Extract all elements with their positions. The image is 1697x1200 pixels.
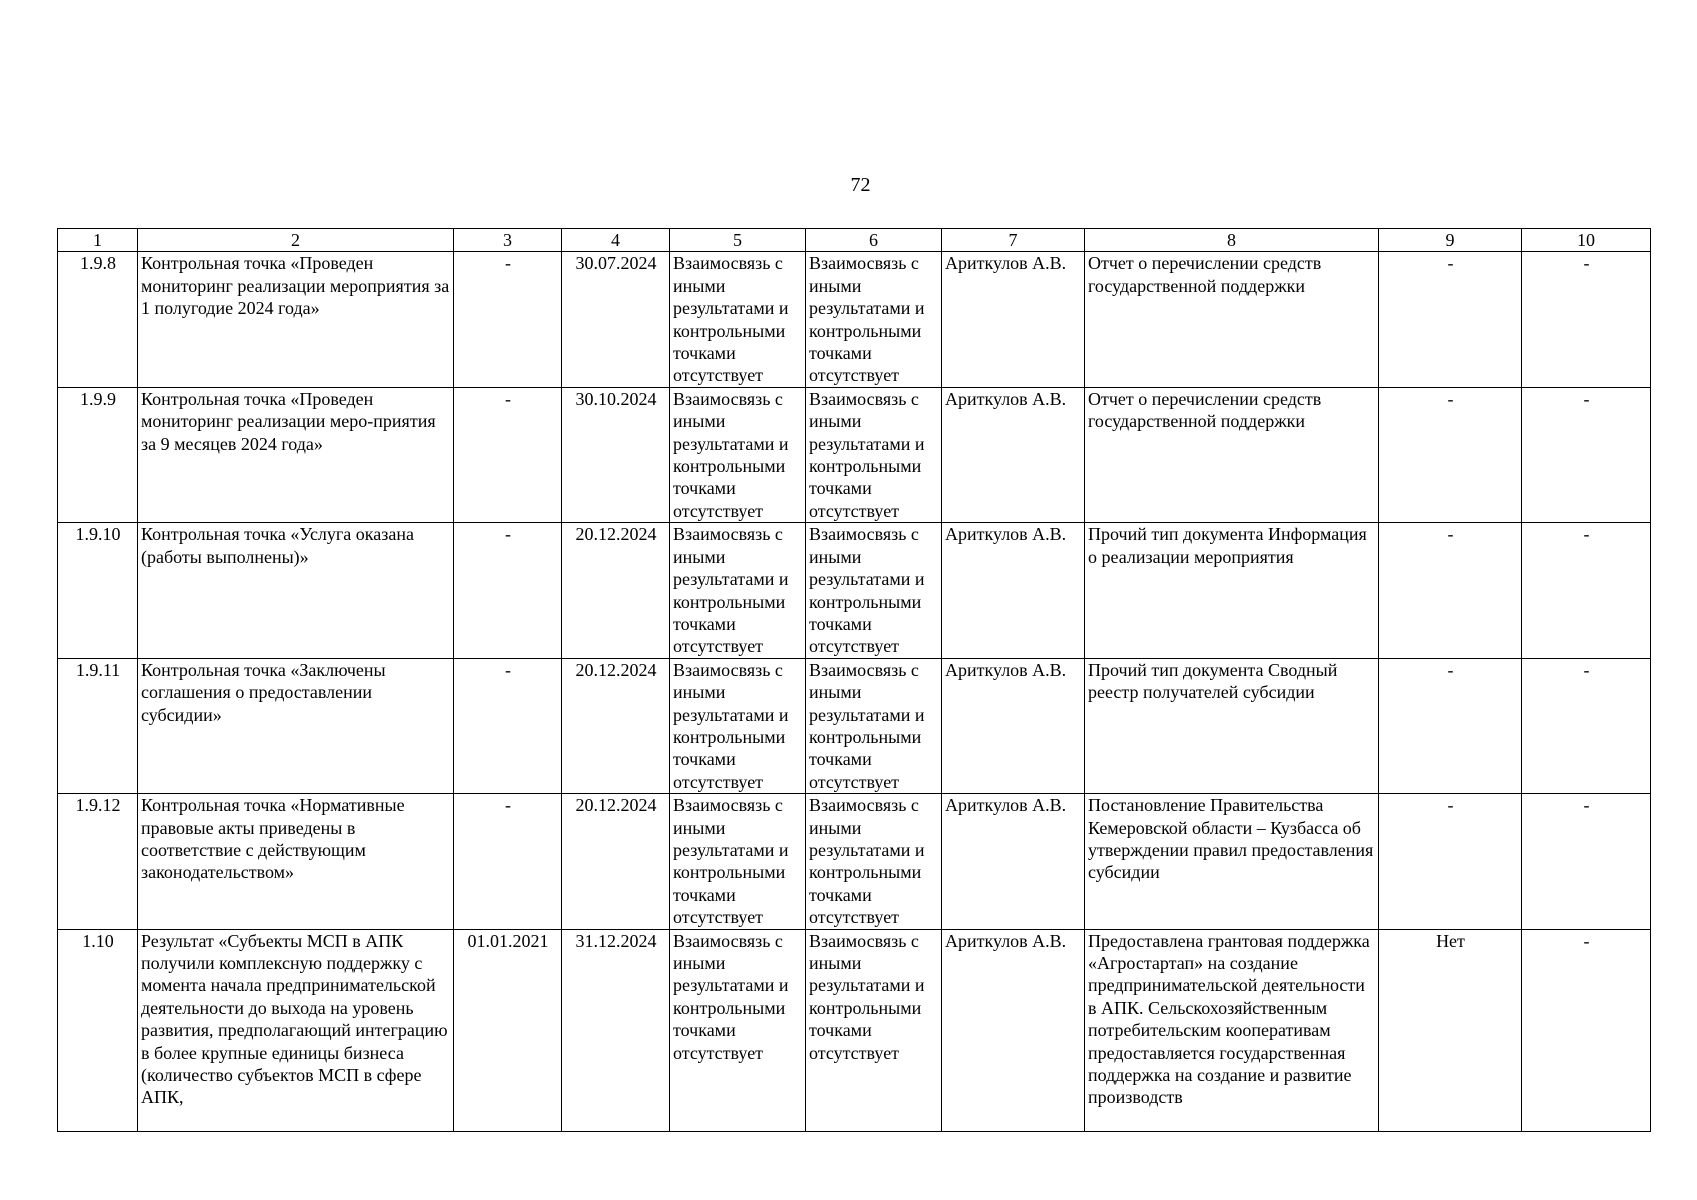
cell-link-points: Взаимосвязь с иными результатами и контрольными точками отсутствует — [806, 523, 942, 658]
cell-name: Результат «Субъекты МСП в АПК получили комплексную поддержку с момента начала предпринимательской деятельности до выхода на уровень развития, предполагающий интеграцию в более крупные единицы бизнеса (количество субъектов МСП в сфере АПК, — [138, 929, 454, 1131]
cell-document: Предоставлена грантовая поддержка «Агростартап» на создание предпринимательской деятельности в АПК. Сельскохозяйственным потребительским кооперативам предоставляется государственная поддержка на создание и развитие производств — [1085, 929, 1379, 1131]
column-header: 5 — [670, 229, 806, 252]
cell-number: 1.10 — [58, 929, 138, 1131]
column-header: 7 — [942, 229, 1085, 252]
cell-link-results: Взаимосвязь с иными результатами и контрольными точками отсутствует — [670, 929, 806, 1131]
cell-start-date: 01.01.2021 — [454, 929, 562, 1131]
header-row — [58, 229, 1651, 252]
column-header: 6 — [806, 229, 942, 252]
cell-col9: Нет — [1379, 929, 1522, 1131]
cell-col9: - — [1379, 387, 1522, 522]
cell-responsible: Ариткулов А.В. — [942, 252, 1085, 387]
cell-col10: - — [1522, 523, 1651, 658]
cell-document: Прочий тип документа Сводный реестр получателей субсидии — [1085, 658, 1379, 793]
cell-name: Контрольная точка «Проведен мониторинг реализации меро-приятия за 9 месяцев 2024 года» — [138, 387, 454, 522]
cell-col9: - — [1379, 523, 1522, 658]
cell-end-date: 30.07.2024 — [562, 252, 670, 387]
cell-end-date: 30.10.2024 — [562, 387, 670, 522]
cell-start-date: - — [454, 387, 562, 522]
cell-number: 1.9.9 — [58, 387, 138, 522]
column-header: 1 — [58, 229, 138, 252]
cell-document: Прочий тип документа Информация о реализации мероприятия — [1085, 523, 1379, 658]
cell-link-points: Взаимосвязь с иными результатами и контрольными точками отсутствует — [806, 252, 942, 387]
cell-start-date: - — [454, 523, 562, 658]
column-header: 4 — [562, 229, 670, 252]
cell-col10: - — [1522, 794, 1651, 929]
cell-link-results: Взаимосвязь с иными результатами и контрольными точками отсутствует — [670, 794, 806, 929]
cell-col10: - — [1522, 387, 1651, 522]
cell-link-results: Взаимосвязь с иными результатами и контрольными точками отсутствует — [670, 252, 806, 387]
cell-number: 1.9.8 — [58, 252, 138, 387]
cell-name: Контрольная точка «Нормативные правовые акты приведены в соответствие с действующим законодательством» — [138, 794, 454, 929]
cell-link-results: Взаимосвязь с иными результатами и контрольными точками отсутствует — [670, 387, 806, 522]
table-row — [58, 658, 1651, 793]
cell-link-points: Взаимосвязь с иными результатами и контрольными точками отсутствует — [806, 387, 942, 522]
column-header: 10 — [1522, 229, 1651, 252]
cell-responsible: Ариткулов А.В. — [942, 658, 1085, 793]
cell-responsible: Ариткулов А.В. — [942, 387, 1085, 522]
cell-start-date: - — [454, 658, 562, 793]
cell-number: 1.9.12 — [58, 794, 138, 929]
cell-col9: - — [1379, 658, 1522, 793]
cell-col10: - — [1522, 658, 1651, 793]
cell-col9: - — [1379, 794, 1522, 929]
cell-col10: - — [1522, 252, 1651, 387]
cell-start-date: - — [454, 794, 562, 929]
cell-link-points: Взаимосвязь с иными результатами и контрольными точками отсутствует — [806, 658, 942, 793]
cell-col9: - — [1379, 252, 1522, 387]
cell-responsible: Ариткулов А.В. — [942, 523, 1085, 658]
cell-number: 1.9.11 — [58, 658, 138, 793]
table-row — [58, 929, 1651, 1131]
cell-document: Постановление Правительства Кемеровской области – Кузбасса об утверждении правил предоставления субсидии — [1085, 794, 1379, 929]
cell-col10: - — [1522, 929, 1651, 1131]
cell-link-points: Взаимосвязь с иными результатами и контрольными точками отсутствует — [806, 794, 942, 929]
table-row — [58, 387, 1651, 522]
table-row — [58, 523, 1651, 658]
column-header: 9 — [1379, 229, 1522, 252]
table-row — [58, 794, 1651, 929]
plan-table — [57, 228, 1651, 1132]
column-header: 3 — [454, 229, 562, 252]
cell-end-date: 20.12.2024 — [562, 794, 670, 929]
page-number: 72 — [850, 174, 871, 196]
cell-name: Контрольная точка «Услуга оказана (работы выполнены)» — [138, 523, 454, 658]
cell-end-date: 20.12.2024 — [562, 523, 670, 658]
cell-responsible: Ариткулов А.В. — [942, 929, 1085, 1131]
table-row — [58, 252, 1651, 387]
cell-start-date: - — [454, 252, 562, 387]
cell-number: 1.9.10 — [58, 523, 138, 658]
cell-end-date: 20.12.2024 — [562, 658, 670, 793]
column-header: 2 — [138, 229, 454, 252]
column-header: 8 — [1085, 229, 1379, 252]
cell-link-results: Взаимосвязь с иными результатами и контрольными точками отсутствует — [670, 658, 806, 793]
cell-document: Отчет о перечислении средств государственной поддержки — [1085, 252, 1379, 387]
cell-link-points: Взаимосвязь с иными результатами и контрольными точками отсутствует — [806, 929, 942, 1131]
cell-responsible: Ариткулов А.В. — [942, 794, 1085, 929]
cell-link-results: Взаимосвязь с иными результатами и контрольными точками отсутствует — [670, 523, 806, 658]
cell-end-date: 31.12.2024 — [562, 929, 670, 1131]
cell-name: Контрольная точка «Заключены соглашения о предоставлении субсидии» — [138, 658, 454, 793]
cell-name: Контрольная точка «Проведен мониторинг реализации мероприятия за 1 полугодие 2024 года» — [138, 252, 454, 387]
cell-document: Отчет о перечислении средств государственной поддержки — [1085, 387, 1379, 522]
